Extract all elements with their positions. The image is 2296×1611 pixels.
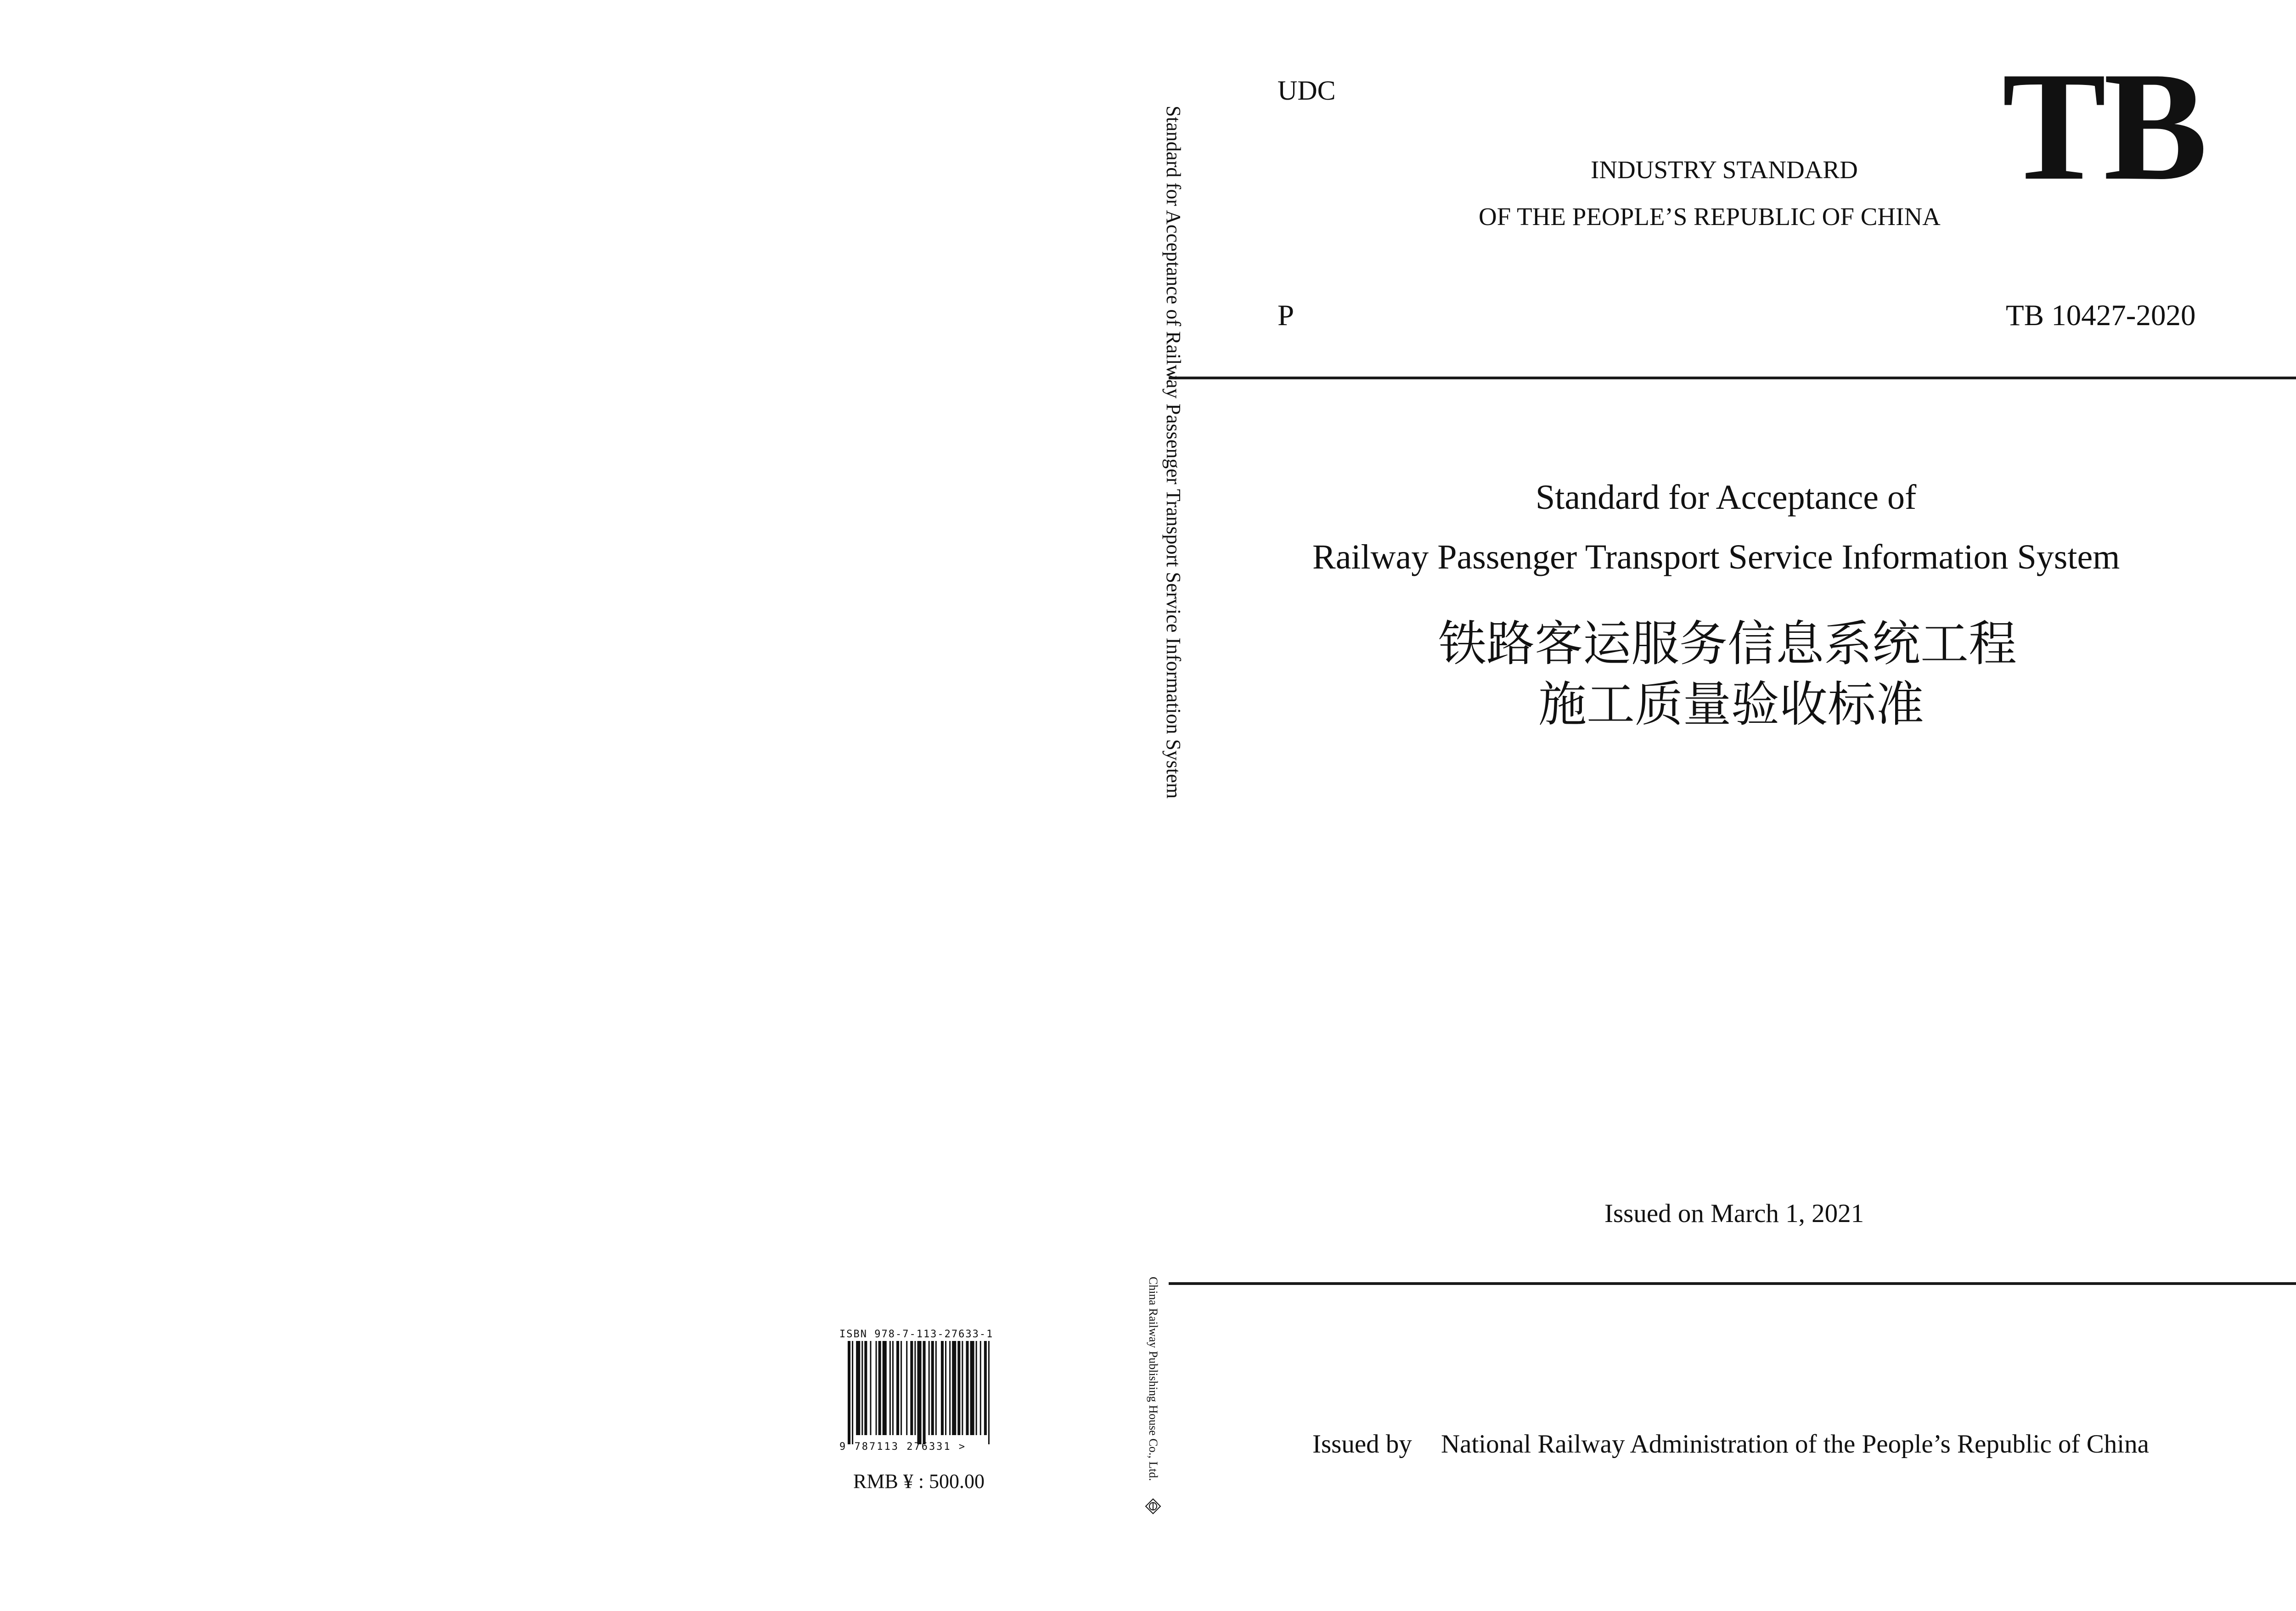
barcode-digits: 9 787113 276331 >	[839, 1441, 967, 1453]
issuer-name: National Railway Administration of the People’s Republic of China	[1441, 1430, 2149, 1459]
barcode-bar	[917, 1341, 921, 1444]
tb-logo: TB	[2002, 39, 2205, 213]
barcode-bar	[970, 1341, 974, 1435]
barcode-bar	[876, 1341, 877, 1435]
barcode-bar	[931, 1341, 934, 1435]
barcode-bar	[906, 1341, 907, 1435]
barcode-bar	[896, 1341, 899, 1435]
standard-number: TB 10427-2020	[2006, 299, 2196, 332]
title-chinese-line2: 施工质量验收标准	[1538, 676, 1925, 732]
issue-date: Issued on March 1, 2021	[1604, 1199, 1864, 1228]
barcode-bar	[966, 1341, 968, 1435]
price-label: RMB ¥ : 500.00	[853, 1470, 985, 1493]
barcode-bar	[910, 1341, 913, 1435]
publisher-logo-icon	[1145, 1498, 1161, 1515]
title-english-line2: Railway Passenger Transport Service Information System	[1312, 538, 2120, 576]
top-divider	[1169, 377, 2296, 379]
barcode-bar	[878, 1341, 881, 1435]
barcode-bar	[900, 1341, 902, 1435]
barcode-bar	[945, 1341, 946, 1435]
barcode-bar	[952, 1341, 956, 1435]
title-english-line1: Standard for Acceptance of	[1536, 478, 1917, 517]
industry-standard-line1: INDUSTRY STANDARD	[1591, 156, 1858, 184]
barcode-bar	[848, 1341, 850, 1444]
barcode-bar	[914, 1341, 916, 1435]
barcode-bar	[962, 1341, 963, 1435]
barcode-bar	[856, 1341, 860, 1435]
barcode-bar	[861, 1341, 863, 1435]
udc-label: UDC	[1277, 75, 1336, 106]
industry-standard-line2: OF THE PEOPLE’S REPUBLIC OF CHINA	[1479, 203, 1941, 231]
barcode-bar	[957, 1341, 960, 1435]
spine-publisher: China Railway Publishing House Co., Ltd.	[1147, 1277, 1160, 1481]
barcode-bar	[980, 1341, 981, 1435]
barcode-bar	[929, 1341, 930, 1435]
barcode-bar	[949, 1341, 951, 1435]
barcode-bar	[870, 1341, 871, 1435]
isbn-label: ISBN 978-7-113-27633-1	[839, 1329, 994, 1340]
spine-title: Standard for Acceptance of Railway Passenger Transport Service Information System	[1162, 106, 1185, 799]
barcode-bar	[864, 1341, 867, 1435]
classification-code: P	[1277, 299, 1294, 332]
barcode-bar	[892, 1341, 894, 1435]
barcode-bar	[941, 1341, 944, 1435]
barcode-icon	[848, 1341, 991, 1444]
bottom-divider	[1169, 1282, 2296, 1285]
title-chinese-line1: 铁路客运服务信息系统工程	[1438, 616, 2017, 672]
barcode-bar	[852, 1341, 853, 1444]
barcode-bar	[984, 1341, 987, 1435]
issued-by-label: Issued by	[1312, 1430, 1412, 1459]
barcode-bar	[935, 1341, 937, 1435]
barcode-bar	[976, 1341, 977, 1435]
barcode-bar	[883, 1341, 887, 1435]
barcode-bar	[988, 1341, 990, 1444]
barcode-bar	[889, 1341, 891, 1435]
barcode-bar	[923, 1341, 926, 1444]
